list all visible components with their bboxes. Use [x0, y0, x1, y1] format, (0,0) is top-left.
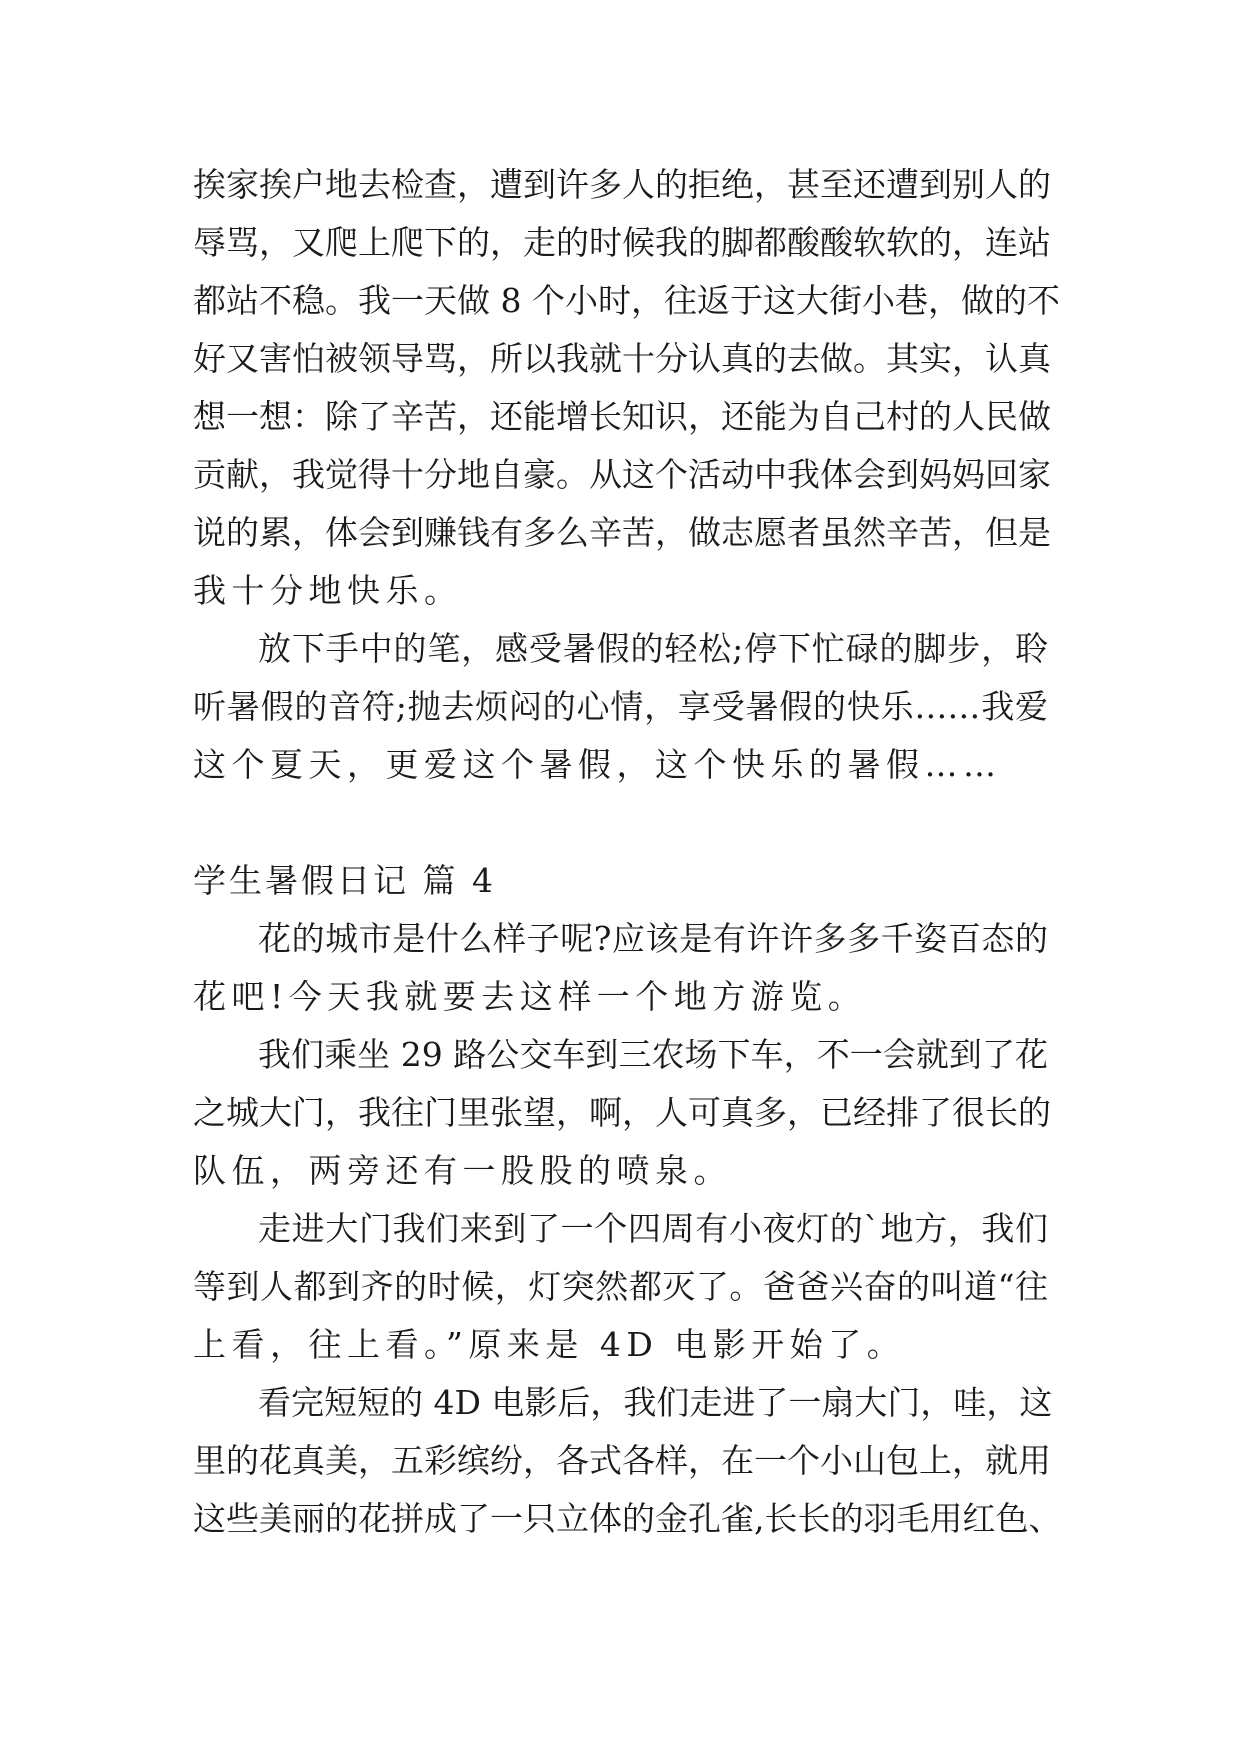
paragraph-line: 好又害怕被领导骂，所以我就十分认真的去做。其实，认真	[193, 339, 1051, 378]
paragraph-line: 花吧!今天我就要去这样一个地方游览。	[193, 977, 867, 1016]
paragraph-line: 上看，往上看。”原来是 4D 电影开始了。	[193, 1325, 906, 1364]
paragraph-line: 我十分地快乐。	[193, 571, 463, 610]
paragraph-line: 走进大门我们来到了一个四周有小夜灯的`地方，我们	[258, 1209, 1048, 1248]
paragraph-line: 队伍，两旁还有一股股的喷泉。	[193, 1151, 732, 1190]
paragraph-line: 都站不稳。我一天做 8 个小时，往返于这大街小巷，做的不	[193, 281, 1060, 320]
paragraph-line: 这些美丽的花拼成了一只立体的金孔雀,长长的羽毛用红色、	[193, 1499, 1062, 1538]
paragraph-line: 听暑假的音符;抛去烦闷的心情，享受暑假的快乐……我爱	[193, 687, 1048, 726]
paragraph-line: 这个夏天，更爱这个暑假，这个快乐的暑假……	[193, 745, 1002, 784]
paragraph-line: 挨家挨户地去检查，遭到许多人的拒绝，甚至还遭到别人的	[193, 165, 1051, 204]
paragraph-line: 里的花真美，五彩缤纷，各式各样，在一个小山包上，就用	[193, 1441, 1051, 1480]
section-heading: 学生暑假日记 篇 4	[193, 861, 496, 900]
paragraph-line: 放下手中的笔，感受暑假的轻松;停下忙碌的脚步，聆	[258, 629, 1048, 668]
paragraph-line: 之城大门，我往门里张望，啊，人可真多，已经排了很长的	[193, 1093, 1051, 1132]
paragraph-line: 我们乘坐 29 路公交车到三农场下车，不一会就到了花	[258, 1035, 1048, 1074]
paragraph-line: 花的城市是什么样子呢?应该是有许许多多千姿百态的	[258, 919, 1048, 958]
paragraph-line: 等到人都到齐的时候，灯突然都灭了。爸爸兴奋的叫道“往	[193, 1267, 1048, 1306]
paragraph-line: 贡献，我觉得十分地自豪。从这个活动中我体会到妈妈回家	[193, 455, 1051, 494]
paragraph-line: 辱骂，又爬上爬下的，走的时候我的脚都酸酸软软的，连站	[193, 223, 1051, 262]
paragraph-line: 说的累，体会到赚钱有多么辛苦，做志愿者虽然辛苦，但是	[193, 513, 1051, 552]
paragraph-line: 想一想：除了辛苦，还能增长知识，还能为自己村的人民做	[193, 397, 1051, 436]
paragraph-line: 看完短短的 4D 电影后，我们走进了一扇大门，哇，这	[258, 1383, 1053, 1422]
